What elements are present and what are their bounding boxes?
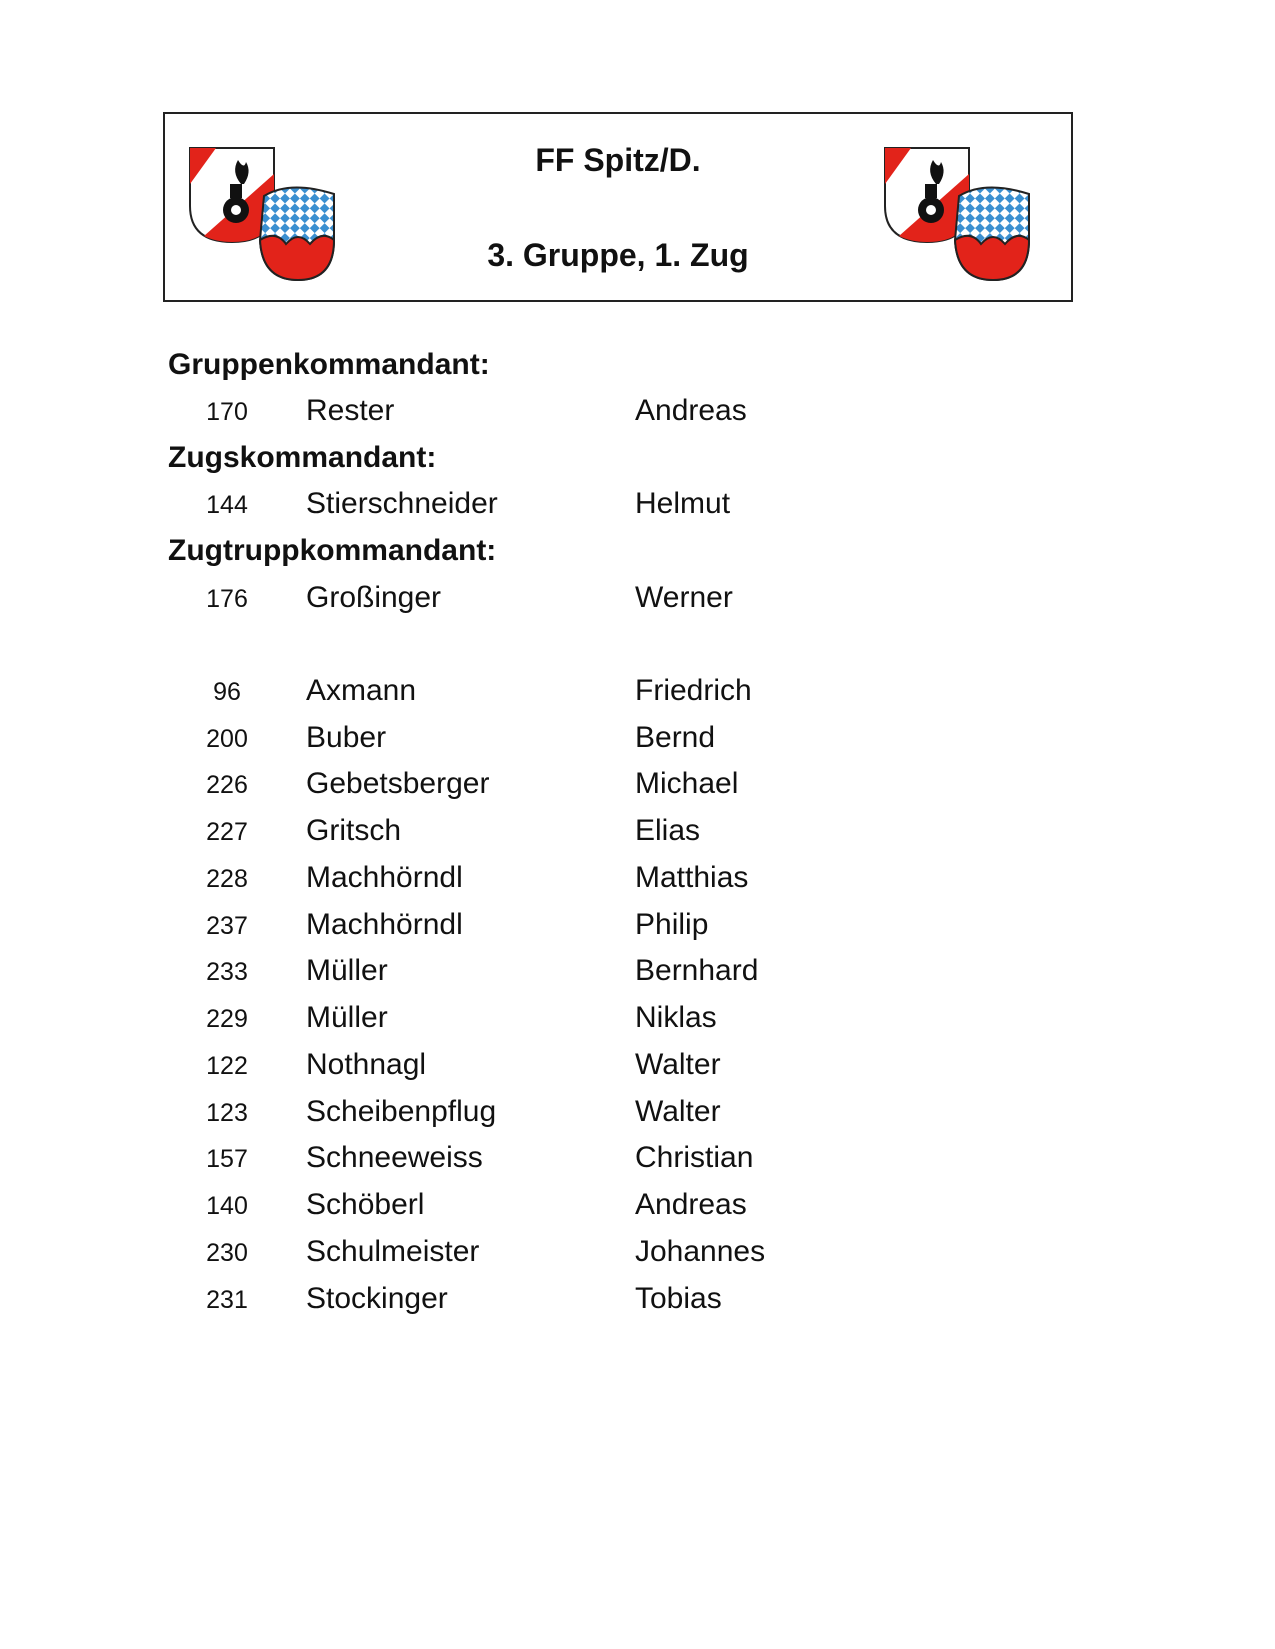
member-last-name: Schulmeister (306, 1235, 480, 1268)
member-number: 200 (206, 725, 248, 753)
member-first-name: Philip (635, 908, 709, 941)
table-row (0, 721, 1000, 761)
table-row (0, 908, 1000, 948)
member-number: 157 (206, 1145, 248, 1173)
member-number: 123 (206, 1099, 248, 1127)
member-number: 228 (206, 865, 248, 893)
member-first-name: Bernd (635, 721, 716, 754)
role-heading: Zugtruppkommandant: (168, 534, 497, 567)
member-first-name: Friedrich (635, 674, 752, 707)
table-row (0, 1141, 1000, 1181)
member-last-name: Schneeweiss (306, 1141, 483, 1174)
table-row (0, 954, 1000, 994)
member-last-name: Schöberl (306, 1188, 425, 1221)
table-row (0, 861, 1000, 901)
member-first-name: Andreas (635, 394, 747, 427)
member-number: 230 (206, 1239, 248, 1267)
table-row (0, 1048, 1000, 1088)
member-first-name: Elias (635, 814, 701, 847)
member-first-name: Bernhard (635, 954, 759, 987)
fire-brigade-crest-icon (881, 144, 1041, 284)
member-number: 144 (206, 491, 248, 519)
table-row (0, 1282, 1000, 1322)
member-last-name: Machhörndl (306, 861, 463, 894)
member-first-name: Walter (635, 1095, 721, 1128)
member-number: 170 (206, 398, 248, 426)
role-heading: Zugskommandant: (168, 441, 437, 474)
table-row (0, 674, 1000, 714)
header-box (163, 112, 1073, 302)
member-number: 96 (213, 678, 241, 706)
role-heading: Gruppenkommandant: (168, 348, 490, 381)
member-first-name: Niklas (635, 1001, 717, 1034)
member-last-name: Axmann (306, 674, 417, 707)
member-last-name: Müller (306, 954, 388, 987)
table-row (0, 1235, 1000, 1275)
member-number: 231 (206, 1286, 248, 1314)
member-first-name: Johannes (635, 1235, 766, 1268)
table-row (0, 487, 1000, 527)
table-row (0, 1188, 1000, 1228)
member-last-name: Gritsch (306, 814, 402, 847)
page-title: FF Spitz/D. (535, 142, 701, 178)
member-last-name: Rester (306, 394, 395, 427)
member-number: 140 (206, 1192, 248, 1220)
table-row (0, 394, 1000, 434)
table-row (0, 767, 1000, 807)
member-first-name: Helmut (635, 487, 731, 520)
member-number: 122 (206, 1052, 248, 1080)
table-row (0, 1095, 1000, 1135)
member-number: 226 (206, 771, 248, 799)
member-last-name: Stierschneider (306, 487, 498, 520)
member-number: 227 (206, 818, 248, 846)
member-last-name: Müller (306, 1001, 388, 1034)
member-number: 233 (206, 958, 248, 986)
table-row (0, 1001, 1000, 1041)
table-row (0, 581, 1000, 621)
member-first-name: Werner (635, 581, 733, 614)
member-number: 176 (206, 585, 248, 613)
member-first-name: Matthias (635, 861, 749, 894)
member-last-name: Scheibenpflug (306, 1095, 497, 1128)
member-last-name: Buber (306, 721, 387, 754)
member-first-name: Christian (635, 1141, 754, 1174)
member-last-name: Machhörndl (306, 908, 463, 941)
member-last-name: Gebetsberger (306, 767, 490, 800)
member-first-name: Walter (635, 1048, 721, 1081)
member-first-name: Andreas (635, 1188, 747, 1221)
table-row (0, 814, 1000, 854)
member-last-name: Großinger (306, 581, 442, 614)
member-number: 237 (206, 912, 248, 940)
page-subtitle: 3. Gruppe, 1. Zug (487, 237, 749, 273)
member-first-name: Michael (635, 767, 739, 800)
member-first-name: Tobias (635, 1282, 722, 1315)
member-last-name: Stockinger (306, 1282, 448, 1315)
member-last-name: Nothnagl (306, 1048, 427, 1081)
member-number: 229 (206, 1005, 248, 1033)
